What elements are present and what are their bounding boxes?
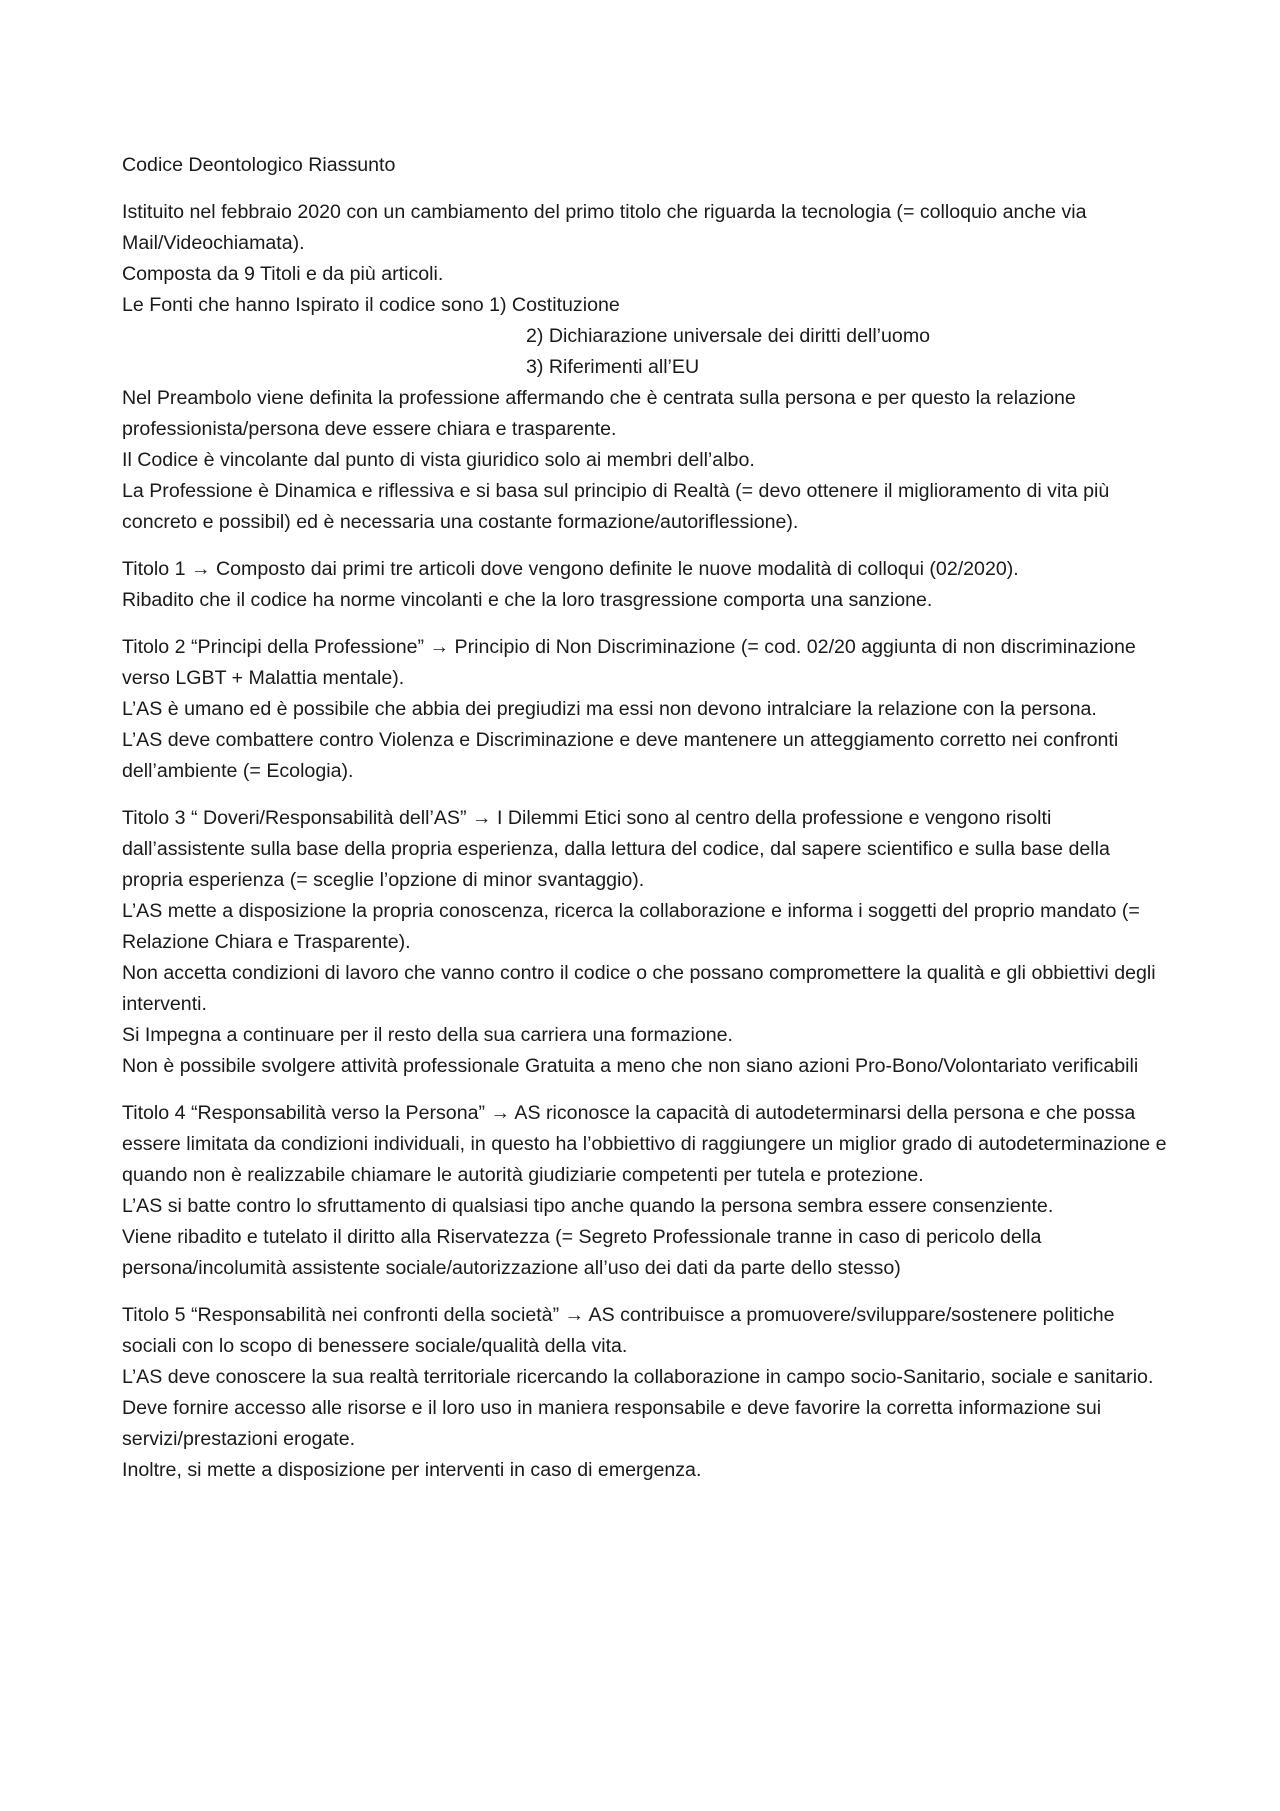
titolo-3-paragraph: Titolo 3 “ Doveri/Responsabilità dell’AS” → I Dilemmi Etici sono al centro della professione e vengono risolti dall’assistente sulla base della propria esperienza, dalla lettura del codice, dal sapere scientifico e sulla base della propria esperienza (= sceglie l’opzione di minor svantaggio).: [122, 807, 1110, 891]
intro-paragraph: Istituito nel febbraio 2020 con un cambiamento del primo titolo che riguarda la tecnologia (= colloquio anche via Mail/Videochiamata).: [122, 201, 1087, 254]
intro-paragraph: Composta da 9 Titoli e da più articoli.: [122, 263, 444, 285]
document-title: Codice Deontologico Riassunto: [122, 154, 396, 176]
titolo-5-paragraph: L’AS deve conoscere la sua realtà territoriale ricercando la collaborazione in campo socio-Sanitario, sociale e sanitario.: [122, 1366, 1154, 1388]
titolo-5-paragraph: Deve fornire accesso alle risorse e il loro uso in maniera responsabile e deve favorire la corretta informazione sui servizi/prestazioni erogate.: [122, 1397, 1102, 1450]
spacer: [122, 1284, 1172, 1300]
titolo-2-paragraph: Titolo 2 “Principi della Professione” → Principio di Non Discriminazione (= cod. 02/20 aggiunta di non discriminazione verso LGBT + Malattia mentale).: [122, 636, 1136, 689]
titolo-3-paragraph: Si Impegna a continuare per il resto della sua carriera una formazione.: [122, 1024, 734, 1046]
document-page: [122, 150, 1172, 1486]
titolo-3-paragraph: Non è possibile svolgere attività professionale Gratuita a meno che non siano azioni Pro-Bono/Volontariato verificabili: [122, 1055, 1139, 1077]
preamble-paragraph: Nel Preambolo viene definita la professione affermando che è centrata sulla persona e per questo la relazione professionista/persona deve essere chiara e trasparente.: [122, 387, 1076, 440]
titolo-4-paragraph: Titolo 4 “Responsabilità verso la Persona” → AS riconosce la capacità di autodeterminarsi della persona e che possa essere limitata da condizioni individuali, in questo ha l’obbiettivo di raggiungere un miglior grado di autodeterminazione e quando non è realizzabile chiamare le autorità giudiziarie competenti per tutela e protezione.: [122, 1102, 1167, 1186]
titolo-2-paragraph: L’AS è umano ed è possibile che abbia dei pregiudizi ma essi non devono intralciare la relazione con la persona.: [122, 698, 1097, 720]
titolo-4-paragraph: L’AS si batte contro lo sfruttamento di qualsiasi tipo anche quando la persona sembra essere consenziente.: [122, 1195, 1054, 1217]
spacer: [122, 538, 1172, 554]
titolo-3-paragraph: Non accetta condizioni di lavoro che vanno contro il codice o che possano compromettere la qualità e gli obbiettivi degli interventi.: [122, 962, 1156, 1015]
titolo-3-paragraph: L’AS mette a disposizione la propria conoscenza, ricerca la collaborazione e informa i soggetti del proprio mandato (= Relazione Chiara e Trasparente).: [122, 900, 1140, 953]
sources-item: 3) Riferimenti all’EU: [526, 356, 700, 378]
titolo-5-paragraph: Inoltre, si mette a disposizione per interventi in caso di emergenza.: [122, 1459, 702, 1481]
spacer: [122, 616, 1172, 632]
preamble-paragraph: Il Codice è vincolante dal punto di vista giuridico solo ai membri dell’albo.: [122, 449, 755, 471]
spacer: [122, 1082, 1172, 1098]
sources-item: 2) Dichiarazione universale dei diritti dell’uomo: [526, 325, 931, 347]
preamble-paragraph: La Professione è Dinamica e riflessiva e si basa sul principio di Realtà (= devo ottenere il miglioramento di vita più concreto e possibil) ed è necessaria una costante formazione/autoriflessione).: [122, 480, 1110, 533]
titolo-4-paragraph: Viene ribadito e tutelato il diritto alla Riservatezza (= Segreto Professionale tranne in caso di pericolo della persona/incolumità assistente sociale/autorizzazione all’uso dei dati da parte dello stesso): [122, 1226, 1042, 1279]
spacer: [122, 787, 1172, 803]
spacer: [122, 181, 1172, 197]
titolo-5-paragraph: Titolo 5 “Responsabilità nei confronti della società” → AS contribuisce a promuovere/sviluppare/sostenere politiche sociali con lo scopo di benessere sociale/qualità della vita.: [122, 1304, 1115, 1357]
titolo-1-paragraph: Ribadito che il codice ha norme vincolanti e che la loro trasgressione comporta una sanzione.: [122, 589, 933, 611]
sources-lead: Le Fonti che hanno Ispirato il codice sono 1) Costituzione: [122, 294, 620, 316]
titolo-2-paragraph: L’AS deve combattere contro Violenza e Discriminazione e deve mantenere un atteggiamento corretto nei confronti dell’ambiente (= Ecologia).: [122, 729, 1119, 782]
titolo-1-paragraph: Titolo 1 → Composto dai primi tre articoli dove vengono definite le nuove modalità di colloqui (02/2020).: [122, 558, 1019, 580]
